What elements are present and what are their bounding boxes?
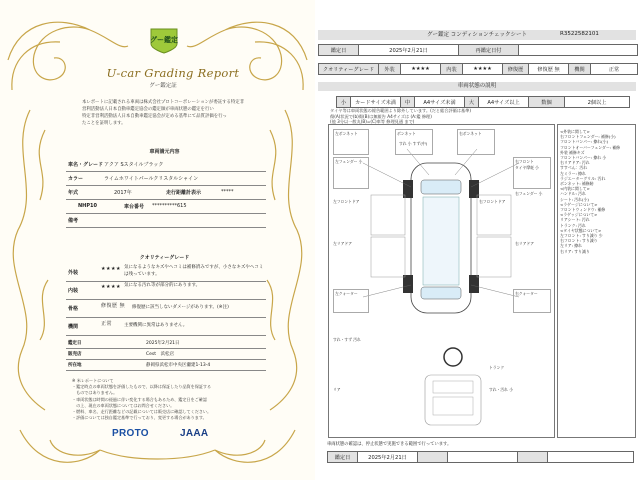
- remark-line: <内装に関して>: [560, 186, 590, 192]
- grade-cell-label: 機関: [569, 64, 591, 74]
- quality-label: 内装: [68, 288, 79, 294]
- remark-line: 左フロント: すり減り 少: [560, 233, 603, 239]
- car-label: 右リアドア: [515, 241, 534, 246]
- steering-wheel-icon: [444, 348, 462, 366]
- grade-cell-label: 外装: [379, 64, 401, 74]
- footer-cell: [518, 452, 548, 462]
- remark-line: 右フロント: すり減り: [560, 238, 598, 244]
- quality-grade: 修復歴 無: [101, 303, 126, 309]
- vehicle-year-value: 2017年: [114, 190, 132, 196]
- car-label: 右フェンダー 小: [515, 191, 543, 196]
- remark-line: ボンネット: 補修跡: [560, 181, 594, 187]
- remark-line: フロントウィンドウ: 補修: [560, 207, 606, 213]
- car-label: 右フロント: [515, 159, 534, 164]
- note-line: の上、現在の車両状態についてはお問合せください。: [72, 402, 175, 408]
- date-label: 鑑定日: [319, 45, 359, 55]
- remark-line: 右フロントフェンダー: 補修(小): [560, 134, 616, 140]
- car-label: 左リアドア: [333, 241, 352, 246]
- vehicle-year-row: [66, 185, 266, 200]
- quality-label: 外装: [68, 270, 79, 276]
- description-line: 本レポートに記載される車両は株式会社プロトコーポレーションが委託する特定非: [82, 100, 245, 105]
- chassis-value: **********615: [152, 203, 187, 209]
- size-cell: A4サイズ以上: [479, 97, 529, 107]
- quality-description: 気になるようなキズやヘコミは補修済みですが、小さなキズやヘコミは残っています。: [124, 265, 264, 277]
- quality-stars: ★★★★: [101, 284, 121, 290]
- footer-cell: [548, 452, 633, 462]
- size-cell: 数個: [529, 97, 565, 107]
- location-row: [66, 359, 266, 371]
- mileage-value: *****: [221, 189, 234, 195]
- shop-label: 販売店: [68, 352, 82, 357]
- location-label: 所在地: [68, 363, 82, 368]
- quality-grade-label: クオリティーグレード: [319, 64, 379, 74]
- car-label: 左フロントドア: [333, 199, 360, 204]
- quality-grade-table: [318, 63, 638, 75]
- car-label: すれ 小 すず(中): [399, 141, 428, 146]
- quality-label: 機関: [68, 324, 79, 330]
- grade-cell-value: 修復歴 無: [529, 64, 569, 74]
- mileage-label: 走行距離計表示: [166, 190, 202, 196]
- certificate-subtitle: グー鑑定証: [149, 83, 177, 89]
- vehicle-name-value: アクア Sスタイルブラック: [104, 162, 164, 168]
- quality-section-title: クオリティーグレード: [139, 255, 190, 261]
- vehicle-state-title: 車両状態の説明: [318, 82, 636, 91]
- location-value: 静岡県浜松市中央区瀬建1-13-4: [146, 363, 211, 368]
- quality-row-frame: [66, 299, 266, 318]
- car-label: 左クォーター: [335, 291, 358, 296]
- sheet-code: R3522582101: [560, 31, 599, 37]
- remark-line: ラジエーターグリル: 汚れ: [560, 175, 606, 181]
- size-cell: 小: [337, 97, 351, 107]
- car-label: すれ・汚れ 小: [489, 387, 513, 392]
- size-cell: 大: [465, 97, 479, 107]
- vehicle-name-row: [66, 157, 266, 172]
- logos: [112, 428, 242, 446]
- remark-line: シート: 汚れ(小): [560, 196, 589, 202]
- grade-cell-label: 内装: [441, 64, 463, 74]
- car-label: 右ボンネット: [459, 131, 482, 136]
- quality-stars: ★★★★: [101, 266, 121, 272]
- remark-line: リアシート: 汚れ: [560, 217, 590, 223]
- remarks-panel: [557, 124, 636, 438]
- remarks-list: [560, 129, 620, 254]
- grade-cell-value: ★★★★: [401, 64, 441, 74]
- remark-line: 右リア: すり減り: [560, 248, 590, 254]
- chassis-label: 車台番号: [124, 204, 145, 210]
- car-label: 左ボンネット: [335, 131, 358, 136]
- remark-line: <タイヤ状態について>: [560, 227, 602, 233]
- remarks-label: 備考: [68, 218, 79, 224]
- note-line: ※ 米レポートについて: [72, 378, 114, 383]
- grade-cell-value: 正常: [608, 66, 620, 73]
- vehicle-model-row: [66, 199, 266, 214]
- size-cell: A4サイズ未満: [415, 97, 465, 107]
- grade-cell-value: ★★★★: [463, 64, 503, 74]
- car-label: 右フロントドア: [479, 199, 506, 204]
- remark-line: <ラゲージについて>: [560, 201, 598, 207]
- description-line: 営利活動法人日本自動車鑑定協会の鑑定師が車両状態の鑑定を行い: [82, 107, 214, 112]
- vehicle-year-label: 年式: [68, 190, 79, 196]
- note-line: ・燃料、車名、走行距離などの記載については販売店に確認してください。: [72, 409, 212, 415]
- certificate-title: U-car Grading Report: [106, 66, 240, 80]
- vehicle-color-value: ライムホワイトパールクリスタルシャイン: [104, 176, 199, 182]
- footer-cell: [448, 452, 518, 462]
- legend-line: タイヤ等は車両状態の報告範囲より除外しています。(だと総合評価は基準): [330, 108, 472, 113]
- remark-line: フロントバンパー: 擦れ 小: [560, 155, 607, 161]
- quality-row-exterior: [66, 263, 266, 282]
- shop-value: Cest 浜松店: [146, 352, 175, 357]
- note-line: ・評価については独自鑑定基準で行っており、変更する場合があります。: [72, 415, 207, 421]
- vehicle-color-label: カラー: [68, 176, 84, 182]
- car-label: 右クォーター: [515, 291, 538, 296]
- description-line: 特定非営利活動法人日本自動車鑑定協会が定める基準にて品質評価を行っ: [82, 114, 227, 119]
- appraisal-date-value: 2025年2月21日: [146, 341, 180, 346]
- car-label: タイヤ摩耗 小: [515, 165, 539, 170]
- legend-notes: [330, 108, 630, 125]
- quality-row-interior: [66, 281, 266, 300]
- model-value: NHP10: [78, 203, 97, 209]
- remark-line: 外装 補修キズ: [560, 149, 585, 155]
- remark-line: フロントオーバーフェンダー: 補修: [560, 144, 621, 150]
- footer-cell: [418, 452, 448, 462]
- vehicle-color-row: [66, 171, 266, 186]
- remark-line: 左リア: 擦れ: [560, 243, 583, 249]
- car-label: 左フェンダー 小: [335, 159, 363, 164]
- legend-line: (他 3分以一般丸(B)=(C)車等 修理見通 まで): [330, 119, 415, 125]
- footer-cell: 鑑定日: [328, 452, 358, 462]
- remark-line: すすべん：汚れ: [560, 165, 588, 171]
- remark-line: <外装に関して>: [560, 129, 590, 134]
- size-cell: 2個以上: [587, 99, 607, 106]
- sheet-footer-note: 車両状態の確認は、停止状態で実施できる範囲で行っています。: [327, 442, 452, 447]
- car-label: すれ・すず 汚れ: [333, 337, 361, 342]
- sheet-footer-table: [327, 451, 634, 463]
- grade-cell-label: 修復歴: [503, 64, 529, 74]
- grading-certificate: [0, 0, 315, 480]
- quality-label: 骨格: [68, 306, 79, 312]
- quality-row-engine: [66, 317, 266, 336]
- certificate-description: [82, 99, 267, 127]
- size-cell: 中: [401, 97, 415, 107]
- sheet-date-table: [318, 44, 638, 56]
- remark-line: <ラゲッジについて>: [560, 212, 598, 218]
- inspector-value: [519, 45, 637, 55]
- note-line: ・鑑定時点の車両状態を評価したもので、以降は保証したり品質を保証する: [72, 384, 212, 390]
- remark-line: 左ミラー: 擦れ: [560, 170, 586, 176]
- legend-line: 傷(A)状況で(b)傷(B)は無報告 A4サイズは (A:鑑 修理): [330, 113, 432, 119]
- badge-label: グー鑑定: [150, 36, 178, 44]
- inspector-label: 再鑑定日付: [459, 45, 519, 55]
- description-line: たことを証明します。: [82, 121, 126, 126]
- date-value: 2025年2月21日: [359, 45, 459, 55]
- vehicle-name-label: 車名・グレード: [68, 162, 104, 168]
- note-line: ものではありません。: [72, 390, 118, 396]
- size-cell: カードサイズ未満: [351, 97, 401, 107]
- remark-line: フロントバンパー: 擦れ(小): [560, 139, 609, 145]
- car-label: リア: [333, 387, 341, 392]
- remark-line: ハンドル: 汚れ: [560, 191, 586, 197]
- quality-grade: 正常: [101, 321, 113, 327]
- jaaa-logo: JAAA: [180, 428, 209, 439]
- certificate-notes: [72, 378, 257, 421]
- sheet-header-title: グー鑑定 コンディションチェックシート: [318, 30, 636, 40]
- proto-logo: PROTO: [112, 428, 149, 439]
- vehicle-section-title: 車両請元内容: [149, 149, 180, 155]
- car-label: ボンネット: [397, 131, 416, 136]
- car-label: トランク: [489, 365, 505, 370]
- size-legend-table: [336, 96, 630, 108]
- quality-description: 主要機関に異常はありません。: [124, 323, 188, 328]
- car-diagram: [328, 124, 555, 438]
- quality-description: 修復歴に該当しないダメージがあります。(※注): [132, 305, 229, 310]
- appraisal-date-label: 鑑定日: [68, 341, 82, 346]
- note-line: ・車両状態は時間の経過に伴い変化する場合もあるため、鑑定日をご確認: [72, 396, 207, 402]
- footer-cell: 2025年2月21日: [358, 452, 418, 462]
- remark-line: 右リアドア: 汚れ: [560, 160, 590, 166]
- quality-description: 気になる汚れ等が部分的にあります。: [124, 283, 201, 288]
- remark-line: トランク: 汚れ: [560, 222, 586, 228]
- remarks-row: [66, 213, 266, 228]
- goo-appraisal-badge: [148, 26, 180, 54]
